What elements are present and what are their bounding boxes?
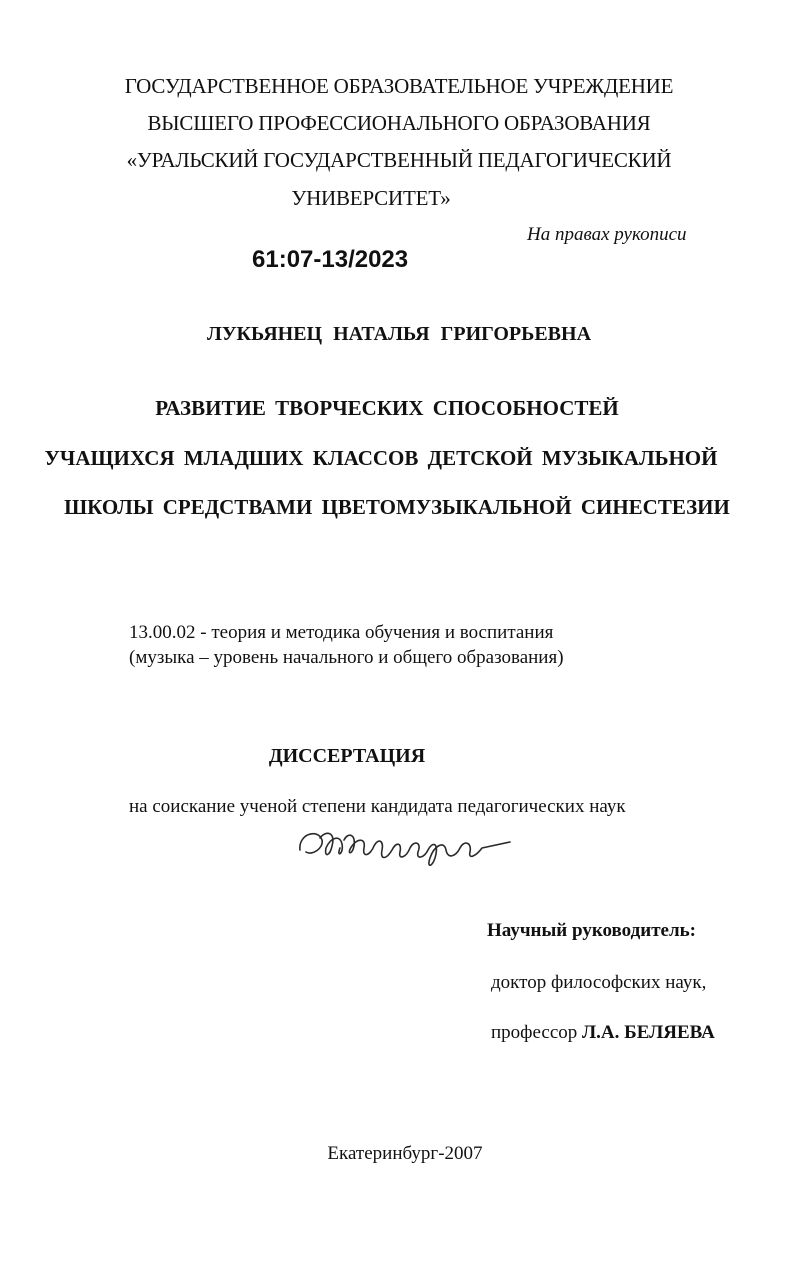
institution-line-2: ВЫСШЕГО ПРОФЕССИОНАЛЬНОГО ОБРАЗОВАНИЯ xyxy=(147,111,651,135)
advisor-line xyxy=(491,1022,715,1044)
advisor-name: Л.А. БЕЛЯЕВА xyxy=(582,1022,715,1043)
institution-line-4: УНИВЕРСИТЕТ» xyxy=(291,186,451,210)
author-name: ЛУКЬЯНЕЦ НАТАЛЬЯ ГРИГОРЬЕВНА xyxy=(206,323,592,345)
institution-line-1: ГОСУДАРСТВЕННОЕ ОБРАЗОВАТЕЛЬНОЕ УЧРЕЖДЕНИЕ xyxy=(124,74,674,98)
title-line-2: УЧАЩИХСЯ МЛАДШИХ КЛАССОВ ДЕТСКОЙ МУЗЫКАЛЬНОЙ xyxy=(44,446,718,470)
specialty-line-1: 13.00.02 - теория и методика обучения и воспитания xyxy=(129,622,554,643)
place-year: Екатеринбург-2007 xyxy=(327,1143,483,1164)
catalog-code: 61:07-13/2023 xyxy=(252,246,409,273)
advisor-heading: Научный руководитель: xyxy=(487,920,696,941)
specialty-line-2: (музыка – уровень начального и общего образования) xyxy=(129,647,564,668)
degree-line: на соискание ученой степени кандидата педагогических наук xyxy=(129,796,626,817)
work-type: ДИССЕРТАЦИЯ xyxy=(268,745,426,767)
title-line-3: ШКОЛЫ СРЕДСТВАМИ ЦВЕТОМУЗЫКАЛЬНОЙ СИНЕСТЕЗИИ xyxy=(64,495,730,519)
advisor-rank: профессор xyxy=(491,1022,578,1043)
institution-line-3: «УРАЛЬСКИЙ ГОСУДАРСТВЕННЫЙ ПЕДАГОГИЧЕСКИЙ xyxy=(126,148,672,172)
manuscript-note: На правах рукописи xyxy=(527,224,687,245)
signature xyxy=(296,820,516,872)
title-line-1: РАЗВИТИЕ ТВОРЧЕСКИХ СПОСОБНОСТЕЙ xyxy=(155,396,619,420)
advisor-degree: доктор философских наук, xyxy=(491,972,707,993)
